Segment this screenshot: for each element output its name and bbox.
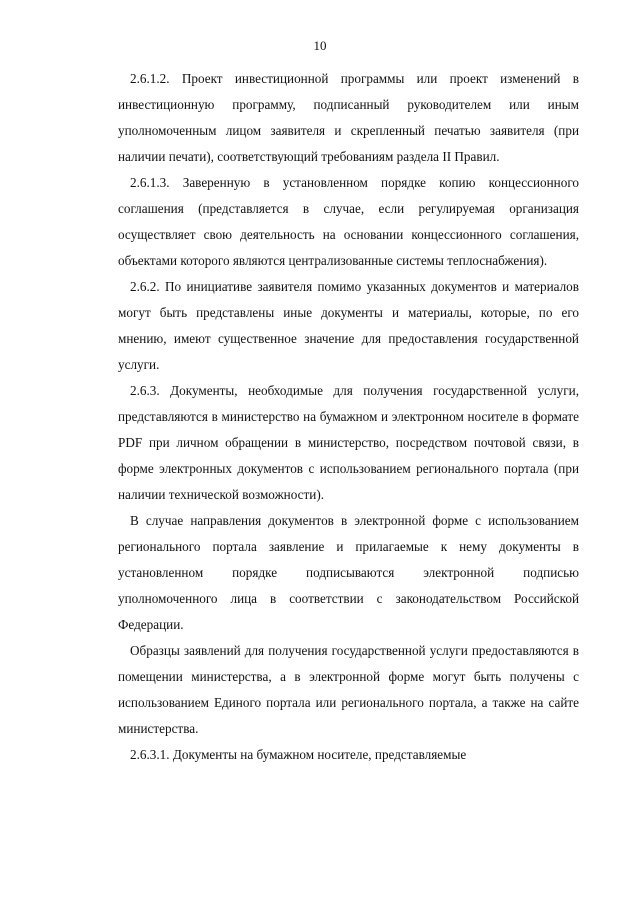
paragraph-2-6-3-1: 2.6.3.1. Документы на бумажном носителе, представляемые <box>130 747 467 762</box>
page-number: 10 <box>313 38 327 53</box>
paragraph-2-6-3: 2.6.3. Документы, необходимые для получения государственной услуги, представляются в министерство на бумажном и электронном носителе в формате PDF при личном обращении в министерство, посредством почтовой связи, в форме электронных документов с использованием регионального портала (при наличии технической возможности). <box>118 383 579 502</box>
paragraph-2-6-2: 2.6.2. По инициативе заявителя помимо указанных документов и материалов могут быть представлены иные документы и материалы, которые, по его мнению, имеют существенное значение для предоставления государственной услуги. <box>118 279 579 372</box>
paragraph-2-6-1-3: 2.6.1.3. Заверенную в установленном порядке копию концессионного соглашения (представляется в случае, если регулируемая организация осуществляет свою деятельность на основании концессионного соглашения, объектами которого являются централизованные системы теплоснабжения). <box>118 175 579 268</box>
paragraph-application-samples: Образцы заявлений для получения государственной услуги предоставляются в помещении министерства, а в электронной форме могут быть получены с использованием Единого портала или регионального портала, а также на сайте министерства. <box>118 643 579 736</box>
paragraph-electronic-submission: В случае направления документов в электронной форме с использованием регионального портала заявление и прилагаемые к нему документы в установленном порядке подписываются электронной подписью уполномоченного лица в соответствии с законодательством Российской Федерации. <box>118 513 579 632</box>
paragraph-2-6-1-2: 2.6.1.2. Проект инвестиционной программы или проект изменений в инвестиционную программу, подписанный руководителем или иным уполномоченным лицом заявителя и скрепленный печатью заявителя (при наличии печати), соответствующий требованиям раздела II Правил. <box>118 71 579 164</box>
document-body <box>118 66 579 768</box>
